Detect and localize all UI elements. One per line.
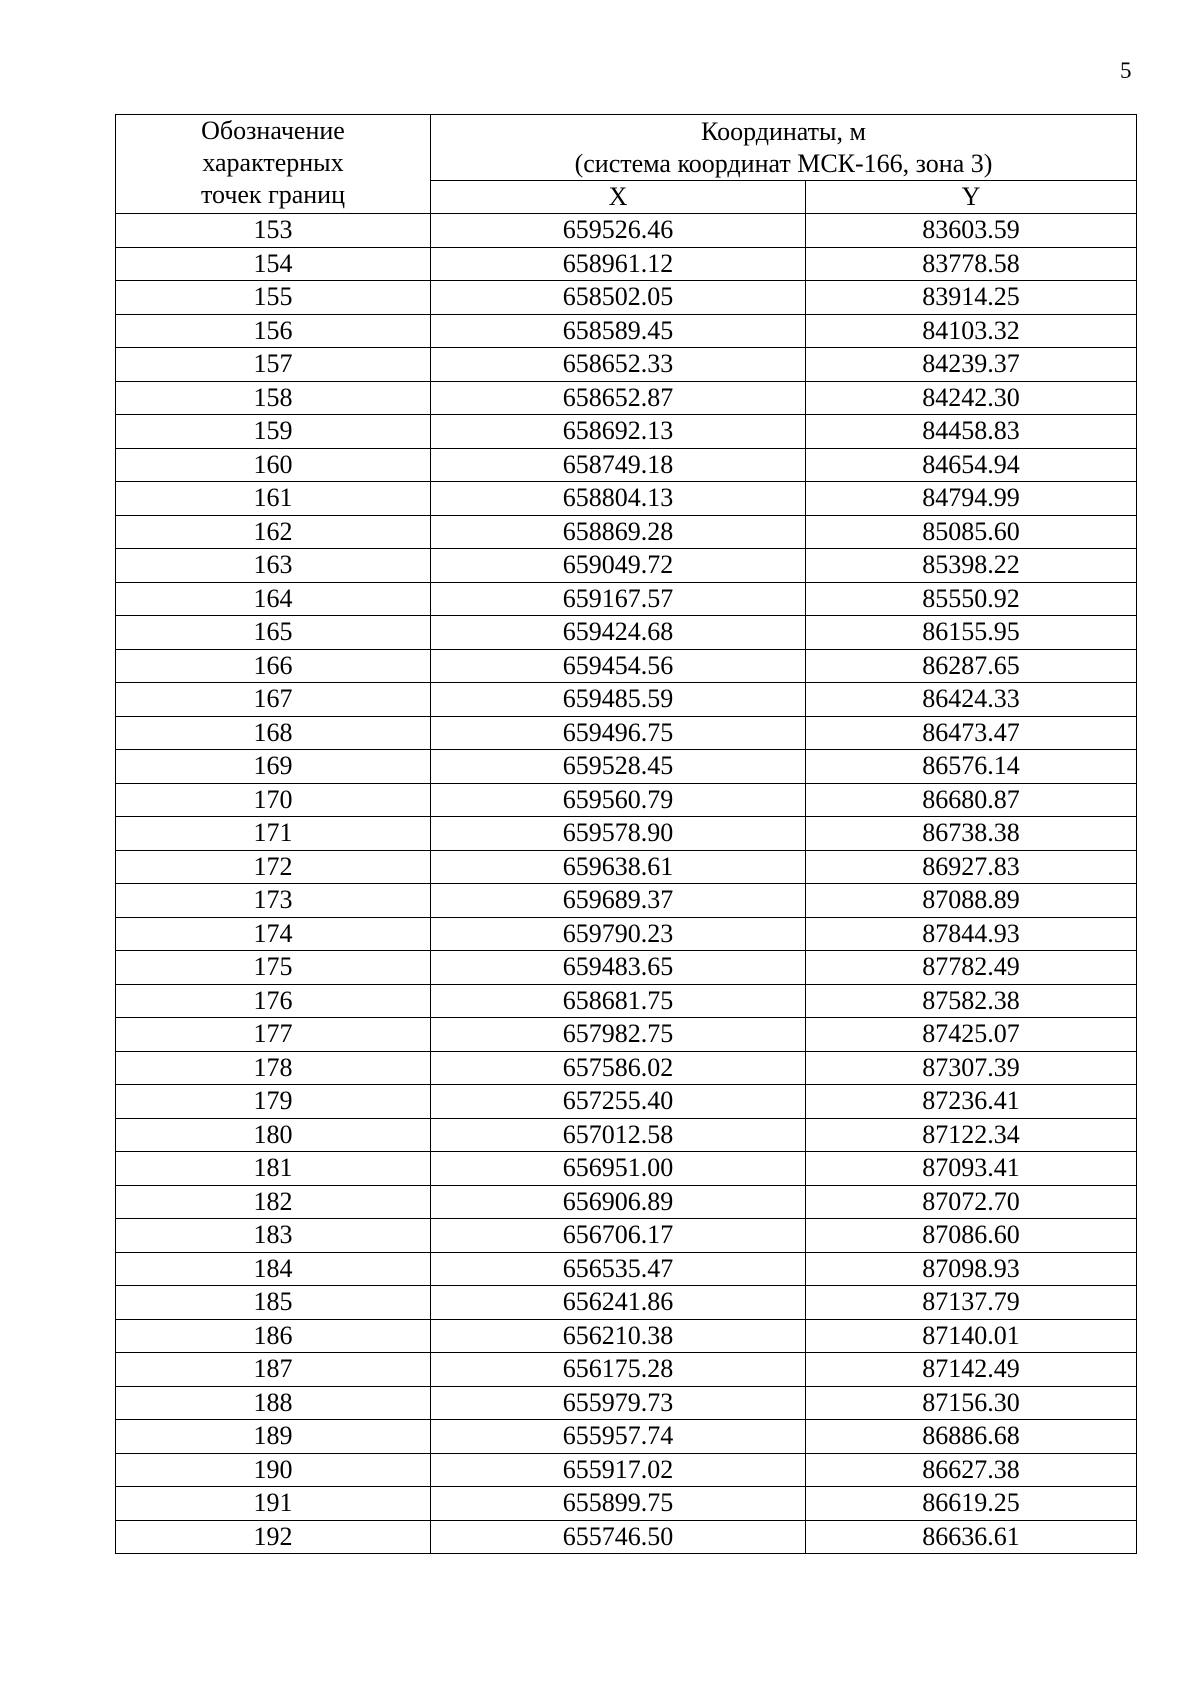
table-row	[116, 817, 1137, 851]
point-number-cell: 176	[116, 984, 431, 1018]
table-row	[116, 750, 1137, 784]
y-coordinate-cell: 87236.41	[806, 1085, 1137, 1119]
table-row	[116, 1286, 1137, 1320]
x-coordinate-cell: 658961.12	[431, 247, 806, 281]
table-row	[116, 1185, 1137, 1219]
table-row	[116, 1353, 1137, 1387]
y-coordinate-cell: 85085.60	[806, 515, 1137, 549]
x-coordinate-cell: 658502.05	[431, 281, 806, 315]
point-number-cell: 172	[116, 850, 431, 884]
x-coordinate-cell: 656535.47	[431, 1252, 806, 1286]
table-body	[116, 214, 1137, 1554]
point-number-cell: 186	[116, 1319, 431, 1353]
x-coordinate-cell: 657586.02	[431, 1051, 806, 1085]
x-coordinate-cell: 659485.59	[431, 683, 806, 717]
x-coordinate-cell: 658589.45	[431, 314, 806, 348]
x-coordinate-cell: 658804.13	[431, 482, 806, 516]
x-coordinate-cell: 655957.74	[431, 1420, 806, 1454]
x-column-header: X	[431, 181, 806, 214]
x-coordinate-cell: 655979.73	[431, 1386, 806, 1420]
table-row	[116, 716, 1137, 750]
x-coordinate-cell: 659790.23	[431, 917, 806, 951]
y-coordinate-cell: 83603.59	[806, 214, 1137, 248]
table-row	[116, 683, 1137, 717]
table-row	[116, 951, 1137, 985]
point-number-cell: 165	[116, 616, 431, 650]
point-number-cell: 166	[116, 649, 431, 683]
page-number: 5	[1120, 58, 1132, 83]
x-coordinate-cell: 659528.45	[431, 750, 806, 784]
point-number-cell: 175	[116, 951, 431, 985]
x-coordinate-cell: 658681.75	[431, 984, 806, 1018]
point-number-cell: 185	[116, 1286, 431, 1320]
table-row	[116, 448, 1137, 482]
table-row	[116, 984, 1137, 1018]
table-row	[116, 1420, 1137, 1454]
y-coordinate-cell: 87137.79	[806, 1286, 1137, 1320]
table-row	[116, 1487, 1137, 1521]
x-coordinate-cell: 655917.02	[431, 1453, 806, 1487]
y-coordinate-cell: 84242.30	[806, 381, 1137, 415]
point-number-cell: 192	[116, 1520, 431, 1554]
y-coordinate-cell: 85398.22	[806, 549, 1137, 583]
table-row	[116, 1386, 1137, 1420]
table-row	[116, 649, 1137, 683]
table-row	[116, 515, 1137, 549]
y-coordinate-cell: 86680.87	[806, 783, 1137, 817]
x-coordinate-cell: 658652.87	[431, 381, 806, 415]
table-row	[116, 314, 1137, 348]
point-number-cell: 155	[116, 281, 431, 315]
x-coordinate-cell: 658869.28	[431, 515, 806, 549]
y-coordinate-cell: 87582.38	[806, 984, 1137, 1018]
y-coordinate-cell: 83914.25	[806, 281, 1137, 315]
coordinates-header: Координаты, м (система координат МСК-166, зона 3)	[431, 115, 1137, 181]
y-coordinate-cell: 86287.65	[806, 649, 1137, 683]
x-coordinate-cell: 659424.68	[431, 616, 806, 650]
y-coordinate-cell: 87782.49	[806, 951, 1137, 985]
table-row	[116, 884, 1137, 918]
y-coordinate-cell: 84458.83	[806, 415, 1137, 449]
table-row	[116, 850, 1137, 884]
x-coordinate-cell: 658749.18	[431, 448, 806, 482]
table-row	[116, 214, 1137, 248]
point-number-cell: 187	[116, 1353, 431, 1387]
y-coordinate-cell: 84103.32	[806, 314, 1137, 348]
point-number-cell: 164	[116, 582, 431, 616]
point-number-cell: 188	[116, 1386, 431, 1420]
point-number-cell: 153	[116, 214, 431, 248]
y-coordinate-cell: 83778.58	[806, 247, 1137, 281]
point-number-cell: 191	[116, 1487, 431, 1521]
y-coordinate-cell: 86473.47	[806, 716, 1137, 750]
point-number-cell: 157	[116, 348, 431, 382]
table-row	[116, 1051, 1137, 1085]
point-number-cell: 184	[116, 1252, 431, 1286]
point-number-cell: 190	[116, 1453, 431, 1487]
point-number-cell: 158	[116, 381, 431, 415]
y-coordinate-cell: 86576.14	[806, 750, 1137, 784]
point-number-cell: 169	[116, 750, 431, 784]
table-row	[116, 582, 1137, 616]
y-coordinate-cell: 86927.83	[806, 850, 1137, 884]
y-coordinate-cell: 84239.37	[806, 348, 1137, 382]
table-row	[116, 1118, 1137, 1152]
x-coordinate-cell: 656175.28	[431, 1353, 806, 1387]
point-number-cell: 156	[116, 314, 431, 348]
table-row	[116, 1319, 1137, 1353]
coordinates-table	[115, 114, 1137, 1554]
y-coordinate-cell: 87093.41	[806, 1152, 1137, 1186]
y-coordinate-cell: 87140.01	[806, 1319, 1137, 1353]
x-coordinate-cell: 659689.37	[431, 884, 806, 918]
x-coordinate-cell: 655899.75	[431, 1487, 806, 1521]
x-coordinate-cell: 656951.00	[431, 1152, 806, 1186]
y-coordinate-cell: 87844.93	[806, 917, 1137, 951]
y-coordinate-cell: 87086.60	[806, 1219, 1137, 1253]
y-column-header: Y	[806, 181, 1137, 214]
point-number-cell: 167	[116, 683, 431, 717]
point-number-cell: 171	[116, 817, 431, 851]
y-coordinate-cell: 86627.38	[806, 1453, 1137, 1487]
x-coordinate-cell: 659167.57	[431, 582, 806, 616]
y-coordinate-cell: 87156.30	[806, 1386, 1137, 1420]
table-row	[116, 1219, 1137, 1253]
point-number-cell: 182	[116, 1185, 431, 1219]
x-coordinate-cell: 659560.79	[431, 783, 806, 817]
point-number-cell: 183	[116, 1219, 431, 1253]
x-coordinate-cell: 659483.65	[431, 951, 806, 985]
x-coordinate-cell: 656906.89	[431, 1185, 806, 1219]
y-coordinate-cell: 85550.92	[806, 582, 1137, 616]
point-number-cell: 159	[116, 415, 431, 449]
x-coordinate-cell: 659638.61	[431, 850, 806, 884]
table-row	[116, 917, 1137, 951]
y-coordinate-cell: 86155.95	[806, 616, 1137, 650]
y-coordinate-cell: 87307.39	[806, 1051, 1137, 1085]
point-number-cell: 178	[116, 1051, 431, 1085]
table-row	[116, 415, 1137, 449]
point-number-cell: 170	[116, 783, 431, 817]
table-row	[116, 482, 1137, 516]
table-row	[116, 1018, 1137, 1052]
table-row	[116, 348, 1137, 382]
y-coordinate-cell: 87072.70	[806, 1185, 1137, 1219]
x-coordinate-cell: 658652.33	[431, 348, 806, 382]
y-coordinate-cell: 86636.61	[806, 1520, 1137, 1554]
x-coordinate-cell: 655746.50	[431, 1520, 806, 1554]
point-number-cell: 168	[116, 716, 431, 750]
point-number-cell: 177	[116, 1018, 431, 1052]
point-number-cell: 173	[116, 884, 431, 918]
table-row	[116, 1252, 1137, 1286]
x-coordinate-cell: 656706.17	[431, 1219, 806, 1253]
x-coordinate-cell: 658692.13	[431, 415, 806, 449]
x-coordinate-cell: 659578.90	[431, 817, 806, 851]
point-number-cell: 179	[116, 1085, 431, 1119]
y-coordinate-cell: 87122.34	[806, 1118, 1137, 1152]
y-coordinate-cell: 87098.93	[806, 1252, 1137, 1286]
table-row	[116, 616, 1137, 650]
y-coordinate-cell: 87142.49	[806, 1353, 1137, 1387]
point-designation-header: Обозначение характерных точек границ	[116, 115, 431, 214]
x-coordinate-cell: 657012.58	[431, 1118, 806, 1152]
y-coordinate-cell: 84794.99	[806, 482, 1137, 516]
table-row	[116, 247, 1137, 281]
table-row	[116, 1520, 1137, 1554]
x-coordinate-cell: 659496.75	[431, 716, 806, 750]
point-number-cell: 154	[116, 247, 431, 281]
y-coordinate-cell: 86424.33	[806, 683, 1137, 717]
y-coordinate-cell: 84654.94	[806, 448, 1137, 482]
table-row	[116, 381, 1137, 415]
x-coordinate-cell: 656210.38	[431, 1319, 806, 1353]
table-row	[116, 1152, 1137, 1186]
y-coordinate-cell: 86738.38	[806, 817, 1137, 851]
table-row	[116, 1453, 1137, 1487]
table-row	[116, 549, 1137, 583]
x-coordinate-cell: 657982.75	[431, 1018, 806, 1052]
point-number-cell: 174	[116, 917, 431, 951]
point-number-cell: 189	[116, 1420, 431, 1454]
table-row	[116, 783, 1137, 817]
point-number-cell: 163	[116, 549, 431, 583]
point-number-cell: 181	[116, 1152, 431, 1186]
point-number-cell: 180	[116, 1118, 431, 1152]
table-row	[116, 281, 1137, 315]
x-coordinate-cell: 657255.40	[431, 1085, 806, 1119]
x-coordinate-cell: 659049.72	[431, 549, 806, 583]
y-coordinate-cell: 87425.07	[806, 1018, 1137, 1052]
point-number-cell: 160	[116, 448, 431, 482]
y-coordinate-cell: 86619.25	[806, 1487, 1137, 1521]
point-number-cell: 162	[116, 515, 431, 549]
x-coordinate-cell: 659454.56	[431, 649, 806, 683]
y-coordinate-cell: 86886.68	[806, 1420, 1137, 1454]
y-coordinate-cell: 87088.89	[806, 884, 1137, 918]
point-number-cell: 161	[116, 482, 431, 516]
x-coordinate-cell: 659526.46	[431, 214, 806, 248]
table-row	[116, 1085, 1137, 1119]
x-coordinate-cell: 656241.86	[431, 1286, 806, 1320]
